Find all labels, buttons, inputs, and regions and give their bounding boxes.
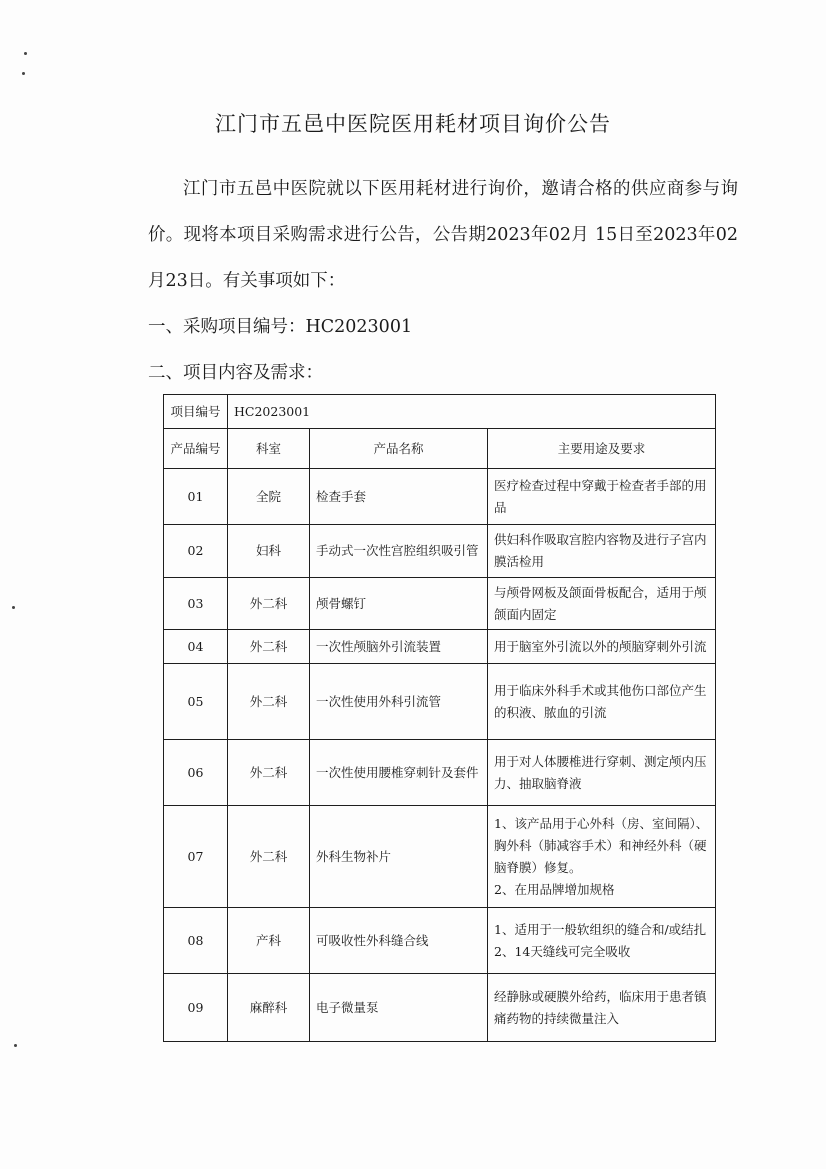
product-no-cell: 03: [164, 578, 228, 630]
product-name-cell: 电子微量泵: [310, 974, 488, 1042]
usage-line: 1、该产品用于心外科（房、室间隔）、胸外科（肺减容手术）和神经外科（硬脑脊膜）修复。: [494, 815, 709, 875]
usage-cell: [488, 908, 716, 974]
header-department: 科室: [228, 429, 310, 469]
product-name-cell: 颅骨螺钉: [310, 578, 488, 630]
requirements-table: [163, 394, 716, 1042]
table-row: [164, 578, 716, 630]
section-content-heading: 二、项目内容及需求：: [148, 363, 323, 383]
department-cell: 外二科: [228, 740, 310, 806]
department-cell: 妇科: [228, 525, 310, 578]
product-no-cell: 04: [164, 630, 228, 664]
product-name-cell: 手动式一次性宫腔组织吸引管: [310, 525, 488, 578]
product-no-cell: 06: [164, 740, 228, 806]
product-no-cell: 08: [164, 908, 228, 974]
table-row: [164, 740, 716, 806]
scan-speck: [12, 606, 15, 609]
table-row: [164, 908, 716, 974]
header-product-no: 产品编号: [164, 429, 228, 469]
department-cell: 麻醉科: [228, 974, 310, 1042]
department-cell: 外二科: [228, 806, 310, 908]
usage-line: 2、在用品牌增加规格: [494, 881, 615, 897]
scan-speck: [14, 1044, 17, 1047]
scan-speck: [22, 72, 25, 75]
usage-cell: 供妇科作吸取宫腔内容物及进行子宫内膜活检用: [488, 525, 716, 578]
table-header-row: [164, 429, 716, 469]
usage-cell: 用于临床外科手术或其他伤口部位产生的积液、脓血的引流: [488, 664, 716, 740]
table-row: [164, 974, 716, 1042]
product-no-cell: 02: [164, 525, 228, 578]
usage-line: 1、适用于一般软组织的缝合和/或结扎: [494, 921, 707, 937]
usage-cell: 经静脉或硬膜外给药，临床用于患者镇痛药物的持续微量注入: [488, 974, 716, 1042]
usage-cell: 用于对人体腰椎进行穿刺、测定颅内压力、抽取脑脊液: [488, 740, 716, 806]
table-row-project-number: [164, 395, 716, 429]
header-product-name: 产品名称: [310, 429, 488, 469]
intro-paragraph: 江门市五邑中医院就以下医用耗材进行询价，邀请合格的供应商参与询价。现将本项目采购需求进行公告，公告期2023年02月 15日至2023年02月23日。有关事项如下：: [148, 179, 738, 291]
scan-speck: [24, 52, 27, 55]
product-name-cell: 一次性颅脑外引流装置: [310, 630, 488, 664]
usage-cell: 用于脑室外引流以外的颅脑穿刺外引流: [488, 630, 716, 664]
section-project-number: 一、采购项目编号：HC2023001: [148, 317, 413, 337]
table-row: [164, 469, 716, 525]
usage-cell: 与颅骨网板及颌面骨板配合，适用于颅颌面内固定: [488, 578, 716, 630]
project-number-label: 项目编号: [164, 395, 228, 429]
department-cell: 外二科: [228, 664, 310, 740]
document-title: 江门市五邑中医院医用耗材项目询价公告: [215, 112, 611, 136]
product-name-cell: 检查手套: [310, 469, 488, 525]
product-name-cell: 可吸收性外科缝合线: [310, 908, 488, 974]
table-row: [164, 664, 716, 740]
usage-cell: [488, 806, 716, 908]
product-name-cell: 一次性使用外科引流管: [310, 664, 488, 740]
product-no-cell: 05: [164, 664, 228, 740]
department-cell: 外二科: [228, 630, 310, 664]
product-no-cell: 07: [164, 806, 228, 908]
usage-cell: 医疗检查过程中穿戴于检查者手部的用品: [488, 469, 716, 525]
department-cell: 全院: [228, 469, 310, 525]
product-name-cell: 外科生物补片: [310, 806, 488, 908]
table-row: [164, 630, 716, 664]
department-cell: 产科: [228, 908, 310, 974]
usage-line: 2、14天缝线可完全吸收: [494, 943, 631, 959]
product-name-cell: 一次性使用腰椎穿刺针及套件: [310, 740, 488, 806]
product-no-cell: 01: [164, 469, 228, 525]
product-no-cell: 09: [164, 974, 228, 1042]
project-number-value: HC2023001: [228, 395, 716, 429]
table-row: [164, 525, 716, 578]
header-usage-requirements: 主要用途及要求: [488, 429, 716, 469]
department-cell: 外二科: [228, 578, 310, 630]
table-row: [164, 806, 716, 908]
